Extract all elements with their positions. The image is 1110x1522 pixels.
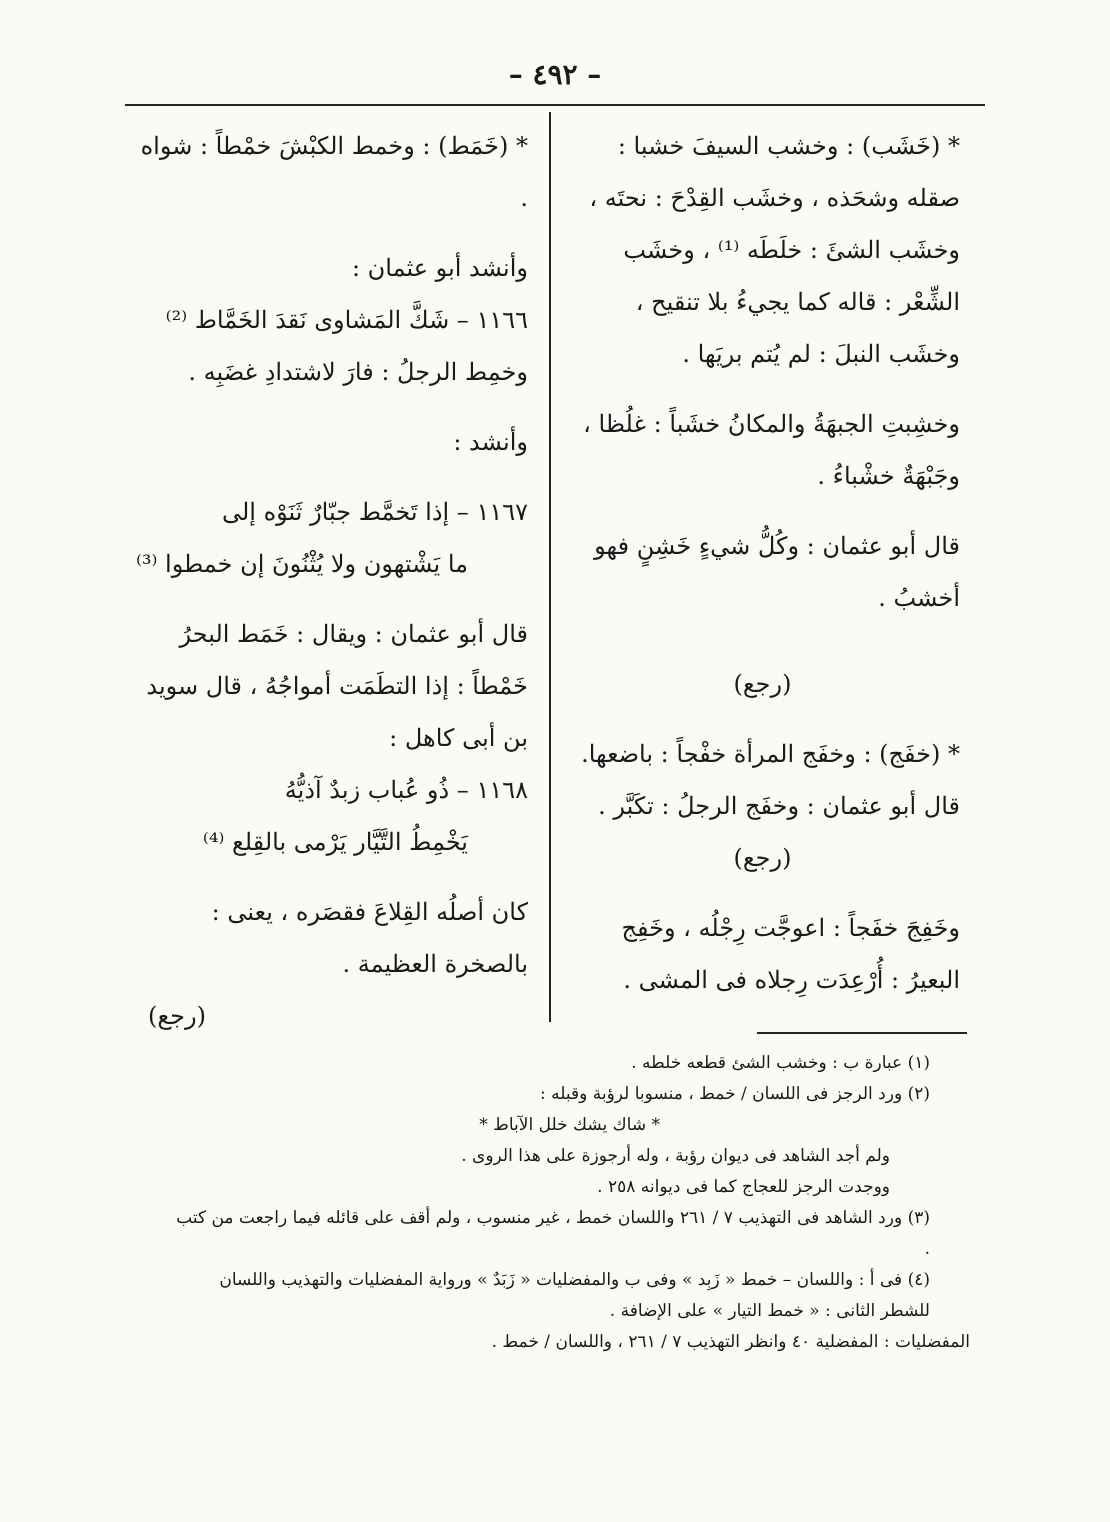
footnote-4-note: المفضليات : المفضلية ٤٠ وانظر التهذيب ٧ / ٢٦١ ، واللسان / خمط . xyxy=(491,1332,970,1352)
footnote-2-note-1: ولم أجد الشاهد فى ديوان رؤبة ، وله أرجوزة على هذا الروى . xyxy=(461,1146,890,1166)
page-number: – ٤٩٢ – xyxy=(508,58,602,91)
return-marker: (رجع) xyxy=(733,670,792,698)
entry-khashab: * (خَشَب) : وخشب السيفَ خشبا : صقله وشحَذه ، وخشَب القِدْحَ : نحتَه ، وخشَب الشئَ : خلَطَه ⁽¹⁾ ، وخشَب الشِّعْر : قاله كما يجيءُ بلا تنقيح ، وخشَب النبلَ : لم يُتم بريَها . xyxy=(589,132,960,368)
verse-1168-first: ١١٦٨ – ذُو عُباب زبدٌ آذيُّهُ xyxy=(284,776,528,804)
column-divider xyxy=(549,112,551,1022)
left-column xyxy=(128,120,528,1042)
footnotes xyxy=(170,1048,970,1358)
footnote-2: (٢) ورد الرجز فى اللسان / خمط ، منسوبا لرؤبة وقبله : xyxy=(539,1084,930,1104)
entry-qila: كان أصلُه القِلاعَ فقصَره ، يعنى : بالصخرة العظيمة . xyxy=(211,898,528,978)
return-marker: (رجع) xyxy=(148,1002,206,1030)
footnote-1: (١) عبارة ب : وخشب الشئ قطعه خلطه . xyxy=(631,1053,930,1073)
entry-anshad: وأنشد أبو عثمان : xyxy=(351,254,528,282)
footnote-2-verse: * شاك يشك خلل الآباط * xyxy=(479,1115,660,1135)
entry-akhshab: قال أبو عثمان : وكُلُّ شيءٍ خَشِنٍ فهو أخشبُ . xyxy=(594,532,960,612)
right-column xyxy=(565,120,960,1006)
entry-khamat-bahr: قال أبو عثمان : ويقال : خَمَط البحرُ خَمْطاً : إذا التطَمَت أمواجُهُ ، قال سويد بن أبى كاهل : xyxy=(146,620,528,752)
footnote-rule xyxy=(757,1032,967,1034)
entry-anshad-2: وأنشد : xyxy=(453,428,528,456)
entry-khamat: * (خَمَط) : وخمط الكبْشَ خمْطاً : شواه . xyxy=(140,132,528,212)
header-rule xyxy=(125,104,985,106)
verse-1167-second: ما يَشْتهون ولا يُثْنُونَ إن خمطوا ⁽³⁾ xyxy=(135,550,468,578)
return-marker: (رجع) xyxy=(733,844,792,872)
verse-1167-first: ١١٦٧ – إذا تَخمَّط جبّارٌ ثَنَوْه إلى xyxy=(221,498,528,526)
entry-khafaj-takabbar: قال أبو عثمان : وخفَج الرجلُ : تكَبَّر . xyxy=(598,792,960,820)
entry-khafij: وخَفِجَ خفَجاً : اعوجَّت رِجْلُه ، وخَفِج البعيرُ : أُرْعِدَت رِجلاه فى المشى . xyxy=(621,914,960,994)
entry-khamit: وخمِط الرجلُ : فارَ لاشتدادِ غضَبِه . xyxy=(188,358,528,386)
footnote-3: (٣) ورد الشاهد فى التهذيب ٧ / ٢٦١ واللسان خمط ، غير منسوب ، ولم أقف على قائله فيما راجعت من كتب . xyxy=(176,1208,930,1259)
footnote-4: (٤) فى أ : واللسان – خمط « زَبِد » وفى ب والمفضليات « زَبَدٌ » ورواية المفضليات والتهذيب واللسان للشطر الثانى : « خمط التيار » على الإضافة . xyxy=(219,1270,930,1321)
verse-1168-second: يَخْمِطُ التَّيَّار يَرْمى بالقِلع ⁽⁴⁾ xyxy=(202,828,468,856)
verse-1166: ١١٦٦ – شَكَّ المَشاوى نَقدَ الخَمَّاط ⁽²⁾ xyxy=(165,306,528,334)
footnote-2-note-2: ووجدت الرجز للعجاج كما فى ديوانه ٢٥٨ . xyxy=(597,1177,890,1197)
entry-khashibat: وخشِبتِ الجبهَةُ والمكانُ خشَباً : غلُظا ، وجَبْهَةٌ خشْباءُ . xyxy=(583,410,960,490)
entry-khafaj: * (خفَج) : وخفَج المرأة خفْجاً : باضعها. xyxy=(581,740,960,768)
